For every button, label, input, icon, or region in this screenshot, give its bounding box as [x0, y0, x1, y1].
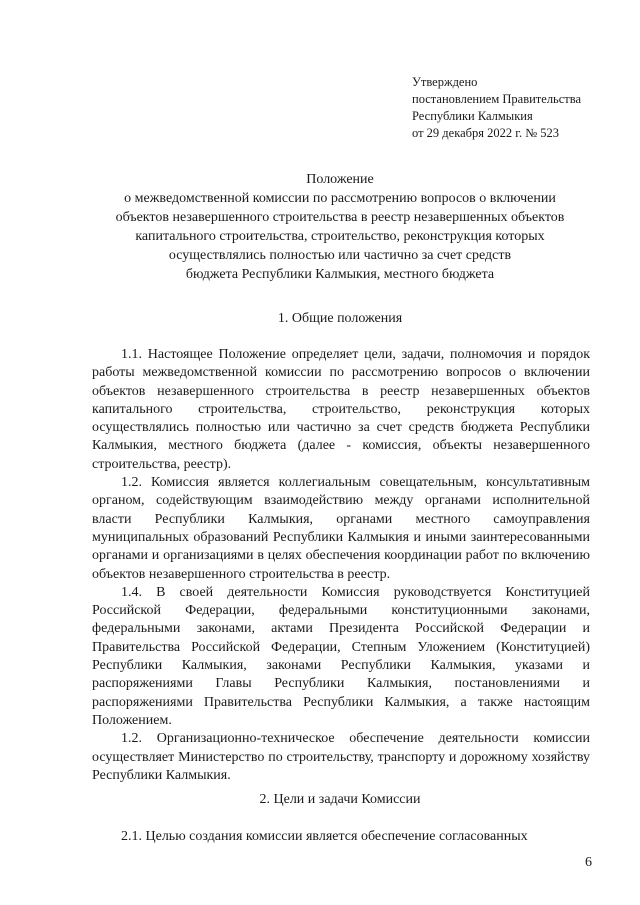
paragraph: 1.1. Настоящее Положение определяет цели, задачи, полномочия и порядок работы межведомственной комиссии по рассмотрению вопросов о включении объектов незавершенного строительства в реестр незавершенных объектов капитального строительства, строительство, реконструкция которых осуществлялись полностью или частично за счет средств бюджета Республики Калмыкия, местного бюджета (далее - комиссия, объекты незавершенного строительства, реестр). — [92, 347, 590, 472]
approval-line: Утверждено — [412, 75, 478, 89]
approval-line: Республики Калмыкия — [412, 109, 533, 123]
title-line: о межведомственной комиссии по рассмотрению вопросов о включении — [124, 191, 556, 206]
document-title — [70, 170, 610, 284]
section-heading: 1. Общие положения — [277, 311, 403, 326]
approval-date: от 29 декабря 2022 г. № 523 — [412, 126, 560, 140]
section-1-body — [92, 346, 590, 785]
approval-stamp — [412, 74, 581, 142]
paragraph: 1.4. В своей деятельности Комиссия руководствуется Конституцией Российской Федерации, федеральными конституционными законами, федеральными законами, актами Президента Российской Федерации и Правительства Российской Федерации, Степным Уложением (Конституцией) Республики Калмыкия, законами Республики Калмыкия, указами и распоряжениями Главы Республики Калмыкия, постановлениями и распоряжениями Правительства Республики Калмыкия, а также настоящим Положением. — [92, 584, 590, 728]
title-line: бюджета Республики Калмыкия, местного бюджета — [185, 267, 495, 282]
title-line: объектов незавершенного строительства в реестр незавершенных объектов — [115, 210, 565, 225]
paragraph: 1.2. Комиссия является коллегиальным совещательным, консультативным органом, содействующим взаимодействию между органами исполнительной власти Республики Калмыкия, органами местного самоуправления муниципальных образований Республики Калмыкия и иными заинтересованными органами и организациями в целях обеспечения координации работ по включению объектов незавершенного строительства в реестр. — [92, 475, 590, 582]
page-number: 6 — [585, 855, 592, 870]
section-2-body — [92, 828, 590, 846]
paragraph: 1.2. Организационно-техническое обеспечение деятельности комиссии осуществляет Министерство по строительству, транспорту и дорожному хозяйству Республики Калмыкия. — [92, 731, 590, 783]
title-line: капитального строительства, строительство, реконструкция которых — [135, 229, 545, 244]
title-line: Положение — [306, 172, 374, 187]
section-heading: 2. Цели и задачи Комиссии — [259, 792, 421, 807]
title-line: осуществлялись полностью или частично за счет средств — [168, 248, 512, 263]
approval-line: постановлением Правительства — [412, 92, 582, 106]
paragraph: 2.1. Целью создания комиссии является обеспечение согласованных — [121, 829, 528, 844]
